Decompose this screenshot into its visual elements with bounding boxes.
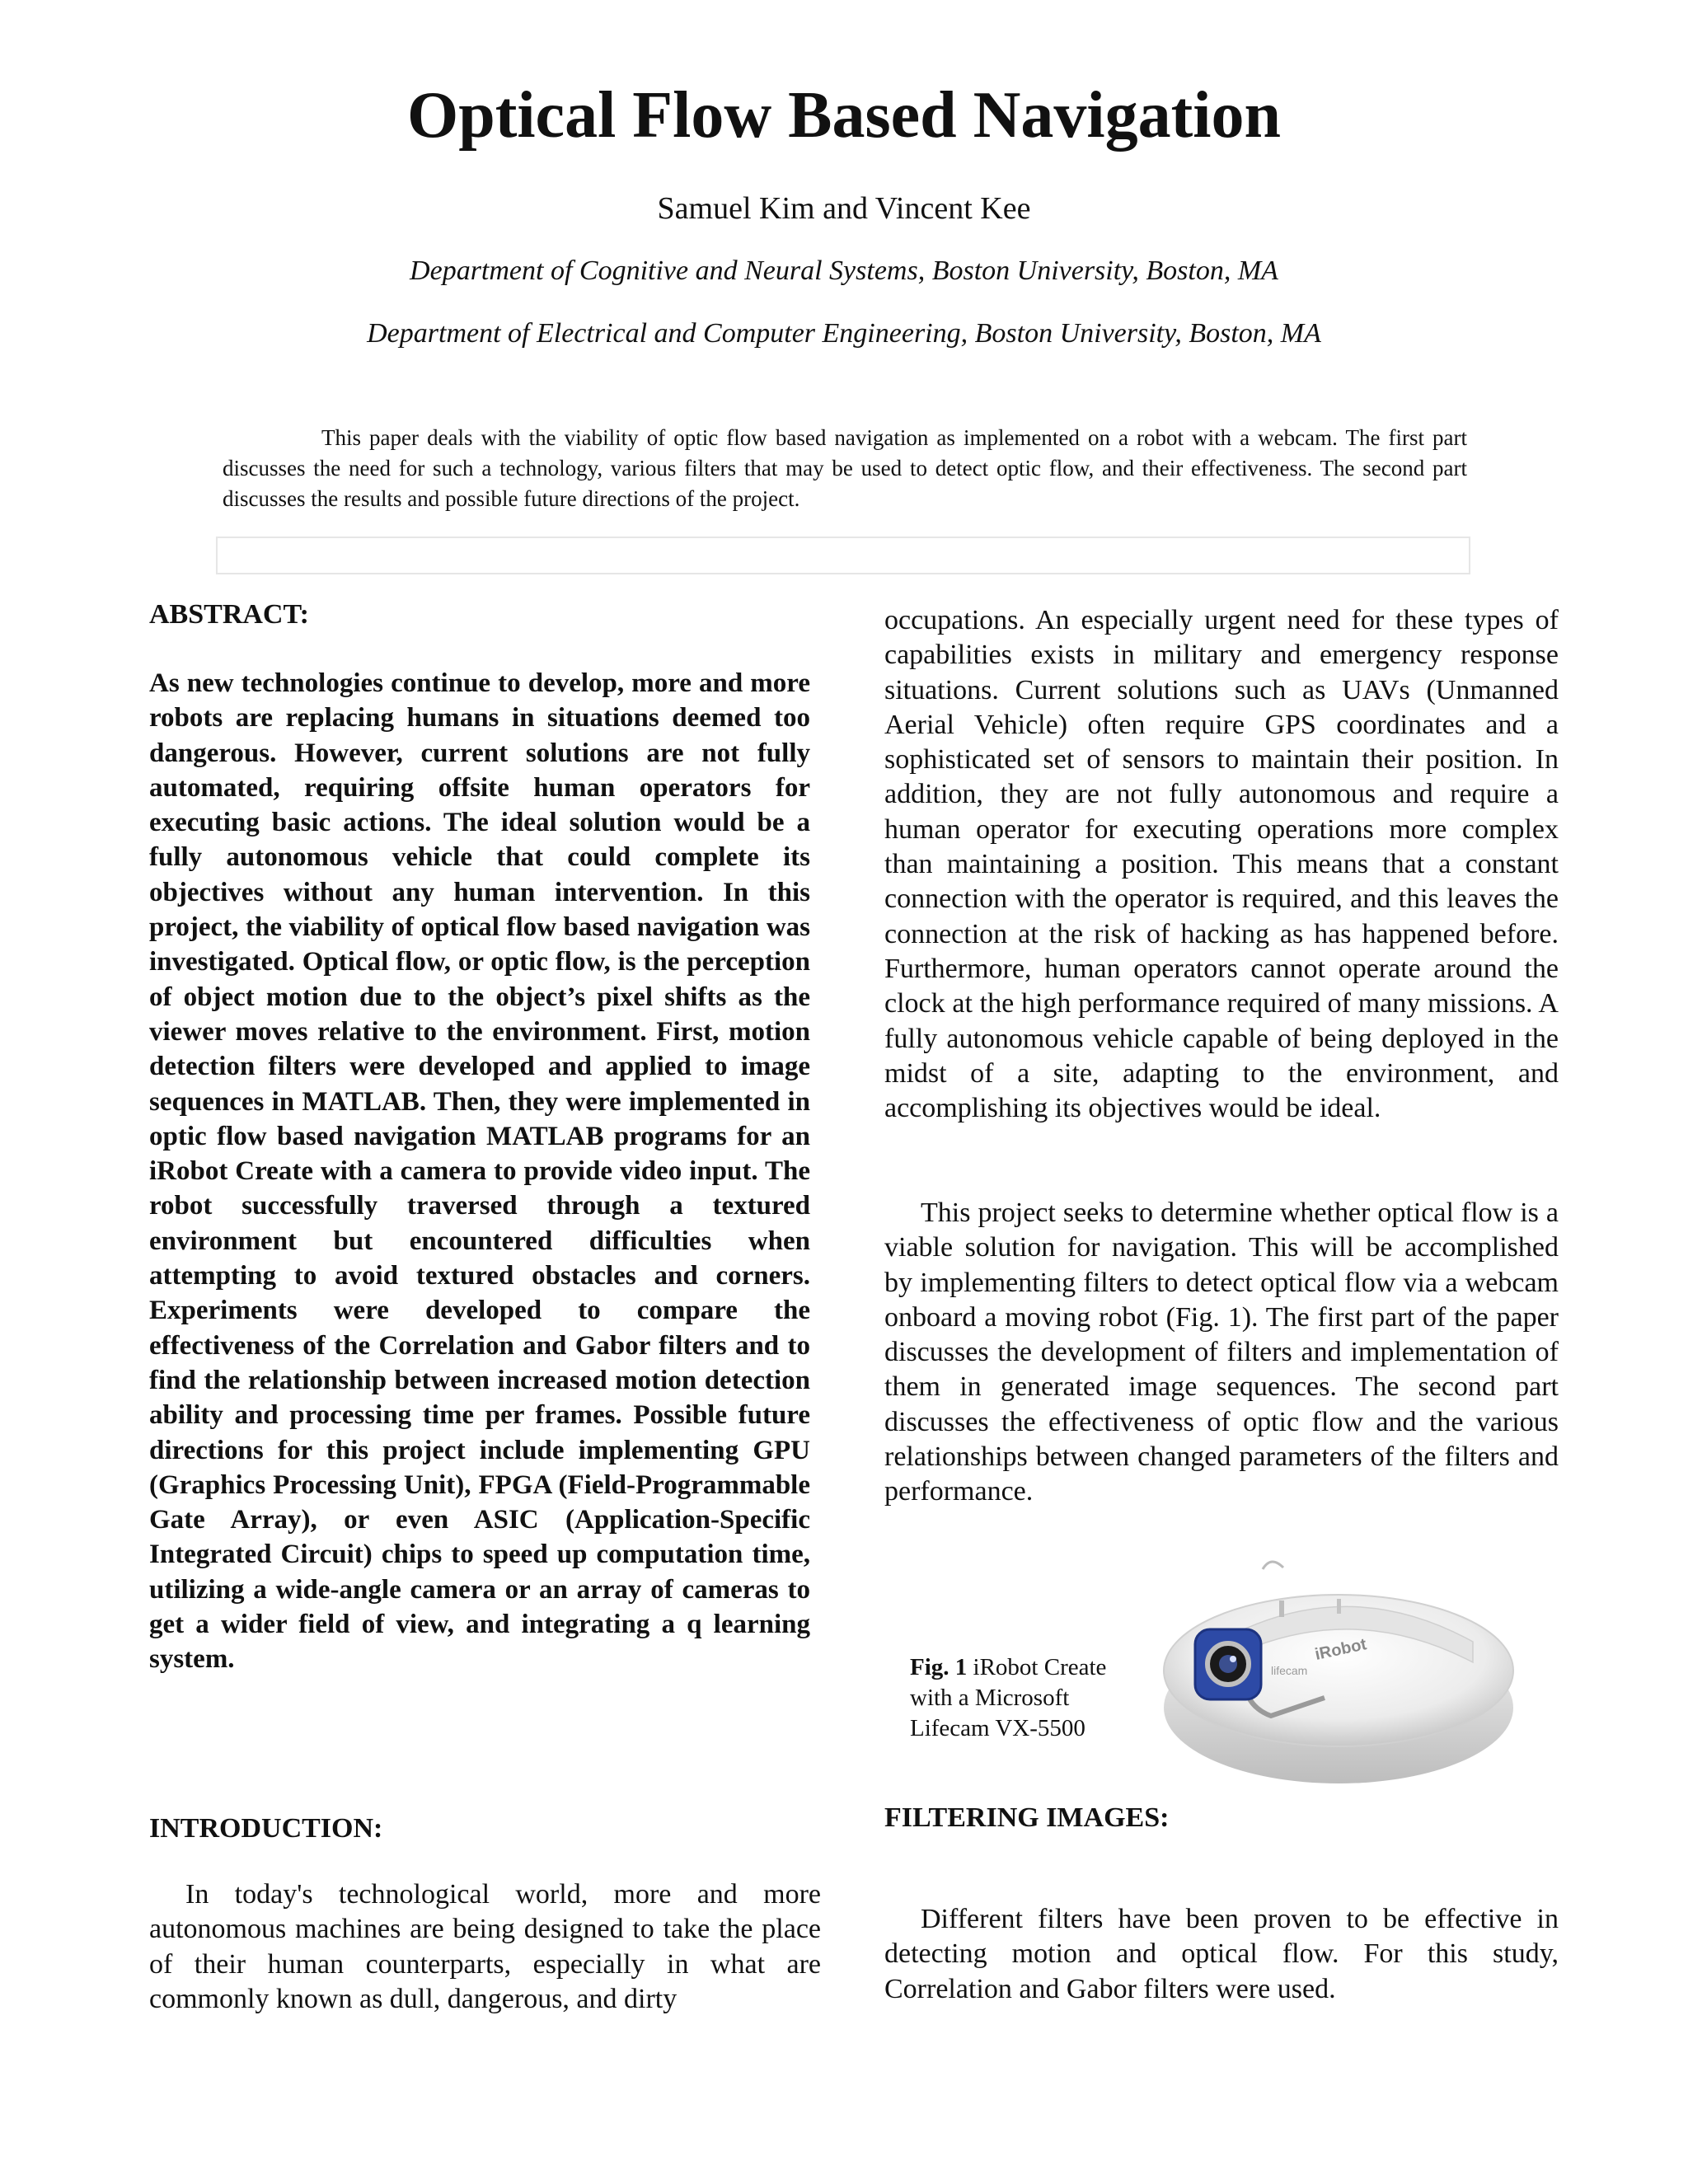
paper-title: Optical Flow Based Navigation <box>406 79 1282 152</box>
filtering-heading: FILTERING IMAGES: <box>884 1802 1170 1833</box>
author-names: Samuel Kim and Vincent Kee <box>657 191 1031 226</box>
figure-caption <box>910 1652 1149 1744</box>
empty-text-box <box>216 537 1470 574</box>
introduction-paragraph-2: This project seeks to determine whether optical flow is a viable solution for navigation. This will be accomplished by implementing filters to detect optical flow via a webcam onboard a moving robot (Fig. 1). The first part of the paper discusses the development of filters and implementation of them in generated image sequences. The second part discusses the effectiveness of optic flow and the various relationships between changed parameters of the filters and performance. <box>884 1197 1559 1507</box>
introduction-paragraph-1: In today's technological world, more and more autonomous machines are being designed to take the place of their human counterparts, especially in what are commonly known as dull, dangerous, and dirty <box>149 1879 821 2014</box>
affiliation-1: Department of Cognitive and Neural Systems, Boston University, Boston, MA <box>410 255 1278 286</box>
figure-label: Fig. 1 <box>910 1654 968 1680</box>
abstract-text: As new technologies continue to develop, more and more robots are replacing humans in situations deemed too dangerous. However, current solutions are not fully automated, requiring offsite human operators for executing basic actions. The ideal solution would be a fully autonomous vehicle that could complete its objectives without any human intervention. In this project, the viability of optical flow based navigation was investigated. Optical flow, or optic flow, is the perception of object motion due to the object’s pixel shifts as the viewer moves relative to the environment. First, motion detection filters were developed and applied to image sequences in MATLAB. Then, they were implemented in optic flow based navigation MATLAB programs for an iRobot Create with a camera to provide video input. The robot successfully traversed through a textured environment but encountered difficulties when attempting to avoid textured obstacles and corners. Experiments were developed to compare the effectiveness of the Correlation and Gabor filters and to find the relationship between increased motion detection ability and processing time per frames. Possible future directions for this project include implementing GPU (Graphics Processing Unit), FPGA (Field-Programmable Gate Array), or even ASIC (Application-Specific Integrated Circuit) chips to speed up computation time, utilizing a wide-angle camera or an array of cameras to get a wider field of view, and integrating a q learning system. <box>149 668 810 1675</box>
figure-caption-text: iRobot Create with a Microsoft Lifecam VX-5500 <box>910 1654 1107 1741</box>
abstract-heading: ABSTRACT: <box>149 599 309 630</box>
filtering-paragraph: Different filters have been proven to be effective in detecting motion and optical flow. For this study, Correlation and Gabor filters were used. <box>884 1904 1559 2004</box>
robot-brand-text: iRobot <box>1313 1635 1368 1664</box>
introduction-heading: INTRODUCTION: <box>149 1813 383 1844</box>
paper-summary: This paper deals with the viability of optic flow based navigation as implemented on a robot with a webcam. The first part discusses the need for such a technology, various filters that may be used to detect optic flow, and their effectiveness. The second part discusses the results and possible future directions of the project. <box>223 425 1467 511</box>
camera-brand-text: lifecam <box>1271 1664 1308 1677</box>
introduction-continued: occupations. An especially urgent need for these types of capabilities exists in military and emergency response situations. Current solutions such as UAVs (Unmanned Aerial Vehicle) often require GPS coordinates and a sophisticated set of sensors to maintain their position. In addition, they are not fully autonomous and require a human operator for executing operations more complex than maintaining a position. This means that a constant connection with the operator is required, and this leaves the connection at the risk of hacking as has happened before. Furthermore, human operators cannot operate around the clock at the high performance required of many missions. A fully autonomous vehicle capable of being deployed in the midst of a site, adapting to the environment, and accomplishing its objectives would be ideal. <box>884 605 1559 1124</box>
affiliation-2: Department of Electrical and Computer Engineering, Boston University, Boston, MA <box>367 318 1321 349</box>
robot-figure <box>1147 1551 1531 1790</box>
